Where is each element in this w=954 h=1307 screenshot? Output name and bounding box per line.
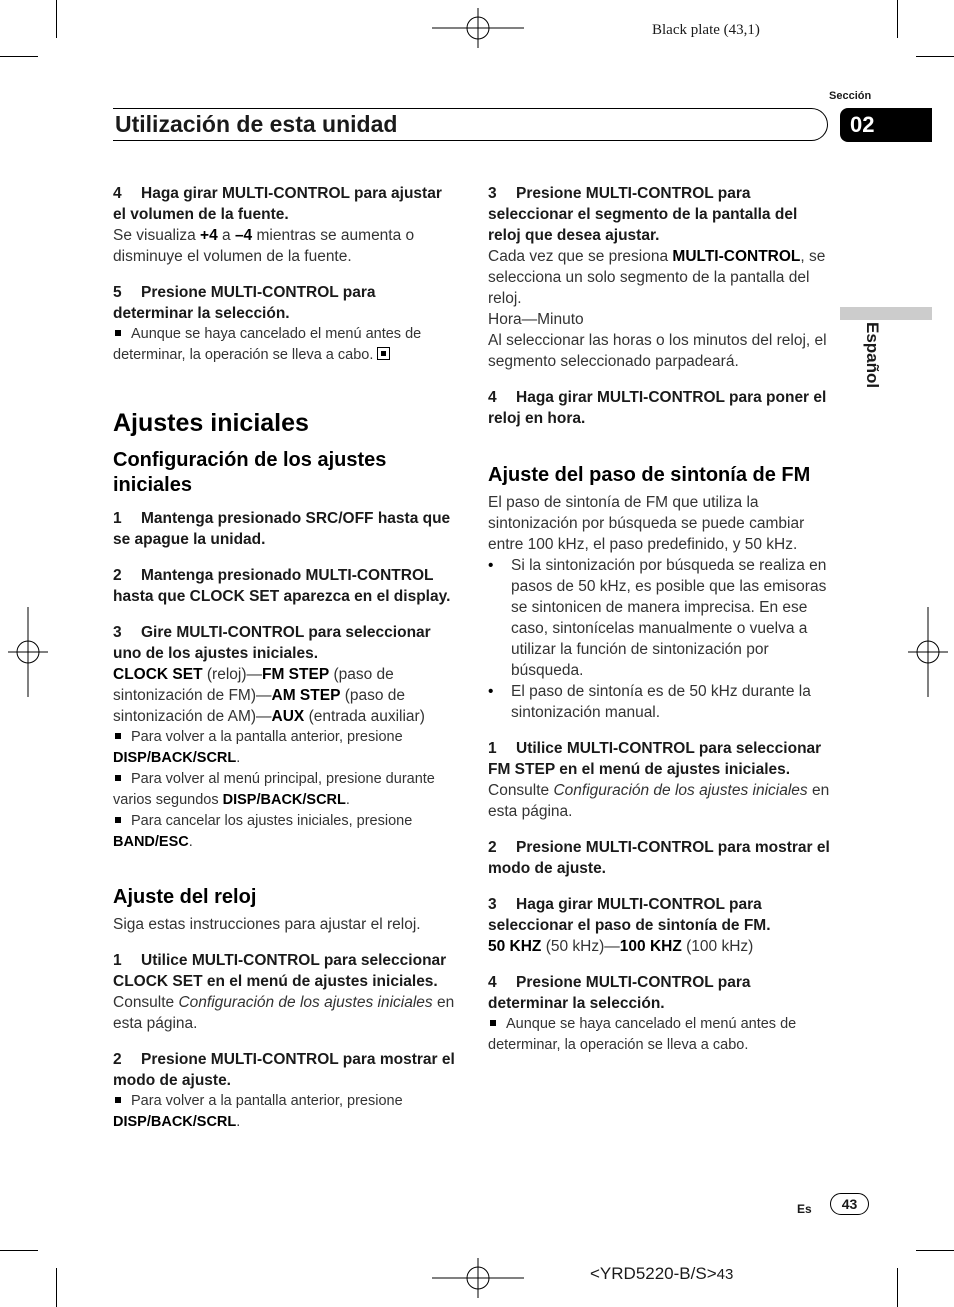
model-code: <YRD5220-B/S>43 xyxy=(590,1264,734,1283)
crop-mark xyxy=(916,56,954,57)
fm-step-2: 2 Presione MULTI-CONTROL para mostrar el modo de ajuste. xyxy=(488,839,830,877)
left-column xyxy=(113,183,458,1133)
fm-step-3: 3 Haga girar MULTI-CONTROL para seleccionar el paso de sintonía de FM. xyxy=(488,896,771,934)
clock-step-2: 2 Presione MULTI-CONTROL para mostrar el modo de ajuste. xyxy=(113,1051,455,1089)
fm-step-3-options: 50 KHZ (50 kHz)—100 KHZ (100 kHz) xyxy=(488,938,754,955)
clock-step-4: 4 Haga girar MULTI-CONTROL para poner el reloj en hora. xyxy=(488,389,827,427)
end-mark-icon xyxy=(377,347,390,360)
step-5-determine: 5 Presione MULTI-CONTROL para determinar la selección. xyxy=(113,284,376,322)
right-column xyxy=(488,183,833,1056)
fm-intro: El paso de sintonía de FM que utiliza la sintonización por búsqueda se puede cambiar entre 100 kHz, el paso predefinido, y 50 kHz. xyxy=(488,494,805,553)
note-icon xyxy=(115,1097,121,1103)
clock-step-3-segments: Hora—Minuto xyxy=(488,311,584,328)
crop-mark xyxy=(56,0,57,38)
heading-fm-step: Ajuste del paso de sintonía de FM xyxy=(488,464,811,486)
crop-mark xyxy=(0,56,38,57)
clock-step-1-body: Consulte Configuración de los ajustes iniciales en esta página. xyxy=(113,994,455,1032)
step-5-note: Aunque se haya cancelado el menú antes de determinar, la operación se lleva a cabo. xyxy=(113,326,422,363)
clock-step-1: 1 Utilice MULTI-CONTROL para seleccionar CLOCK SET en el menú de ajustes iniciales. xyxy=(113,952,447,990)
crop-mark xyxy=(56,1268,57,1307)
heading-configuracion: Configuración de los ajustes iniciales xyxy=(113,449,387,496)
section-label: Sección xyxy=(829,90,872,102)
clock-step-3-blink: Al seleccionar las horas o los minutos del reloj, el segmento seleccionado parpadeará. xyxy=(488,332,827,370)
note-icon xyxy=(490,1020,496,1026)
clock-step-3: 3 Presione MULTI-CONTROL para seleccionar el segmento de la pantalla del reloj que desea ajustar. xyxy=(488,185,798,244)
registration-mark-left xyxy=(8,607,48,697)
config-step-1: 1 Mantenga presionado SRC/OFF hasta que se apague la unidad. xyxy=(113,510,451,548)
fm-step-4: 4 Presione MULTI-CONTROL para determinar la selección. xyxy=(488,974,751,1012)
crop-mark xyxy=(897,0,898,38)
crop-mark xyxy=(916,1250,954,1251)
chapter-number: 02 xyxy=(840,108,932,142)
fm-step-1-body: Consulte Configuración de los ajustes iniciales en esta página. xyxy=(488,782,830,820)
config-note-1: Para volver a la pantalla anterior, presione DISP/BACK/SCRL. xyxy=(113,729,403,766)
clock-intro: Siga estas instrucciones para ajustar el reloj. xyxy=(113,916,421,933)
clock-step-3-body: Cada vez que se presiona MULTI-CONTROL, se selecciona un solo segmento de la pantalla del reloj. xyxy=(488,248,826,307)
crop-mark xyxy=(897,1268,898,1307)
crop-mark xyxy=(0,1250,38,1251)
registration-mark-right xyxy=(908,607,948,697)
fm-step-1: 1 Utilice MULTI-CONTROL para seleccionar FM STEP en el menú de ajustes iniciales. xyxy=(488,740,822,778)
registration-mark-bottom xyxy=(432,1258,524,1298)
language-tab: Español xyxy=(863,322,882,389)
config-step-3: 3 Gire MULTI-CONTROL para seleccionar uno de los ajustes iniciales. xyxy=(113,624,431,662)
fm-bullet-1: • Si la sintonización por búsqueda se realiza en pasos de 50 kHz, es posible que las emisoras se sintonicen de manera imprecisa. En ese caso, sintonícelas manualmente o vuelva a utilizar la función de sintonización por búsqueda. xyxy=(488,555,833,681)
config-step-3-options: CLOCK SET (reloj)—FM STEP (paso de sintonización de FM)—AM STEP (paso de sintonización de AM)—AUX (entrada auxiliar) xyxy=(113,666,425,725)
heading-ajuste-reloj: Ajuste del reloj xyxy=(113,886,257,908)
page-number: 43 xyxy=(830,1193,869,1215)
config-step-2: 2 Mantenga presionado MULTI-CONTROL hasta que CLOCK SET aparezca en el display. xyxy=(113,567,451,605)
registration-mark-top xyxy=(432,8,524,48)
clock-step-2-note: Para volver a la pantalla anterior, presione DISP/BACK/SCRL. xyxy=(113,1093,403,1130)
note-icon xyxy=(115,733,121,739)
language-code: Es xyxy=(797,1202,812,1216)
note-icon xyxy=(115,775,121,781)
step-4-volume: 4 Haga girar MULTI-CONTROL para ajustar el volumen de la fuente. xyxy=(113,185,442,223)
heading-ajustes-iniciales: Ajustes iniciales xyxy=(113,409,309,437)
config-note-3: Para cancelar los ajustes iniciales, presione BAND/ESC. xyxy=(113,813,413,850)
config-note-2: Para volver al menú principal, presione durante varios segundos DISP/BACK/SCRL. xyxy=(113,771,435,808)
note-icon xyxy=(115,817,121,823)
plate-label: Black plate (43,1) xyxy=(652,22,760,38)
fm-bullet-2: • El paso de sintonía es de 50 kHz durante la sintonización manual. xyxy=(488,681,833,723)
chapter-title: Utilización de esta unidad xyxy=(115,111,398,137)
note-icon xyxy=(115,330,121,336)
fm-step-4-note: Aunque se haya cancelado el menú antes de determinar, la operación se lleva a cabo. xyxy=(488,1016,797,1053)
language-tab-bar xyxy=(840,307,932,320)
step-4-body: Se visualiza +4 a –4 mientras se aumenta o disminuye el volumen de la fuente. xyxy=(113,227,415,265)
